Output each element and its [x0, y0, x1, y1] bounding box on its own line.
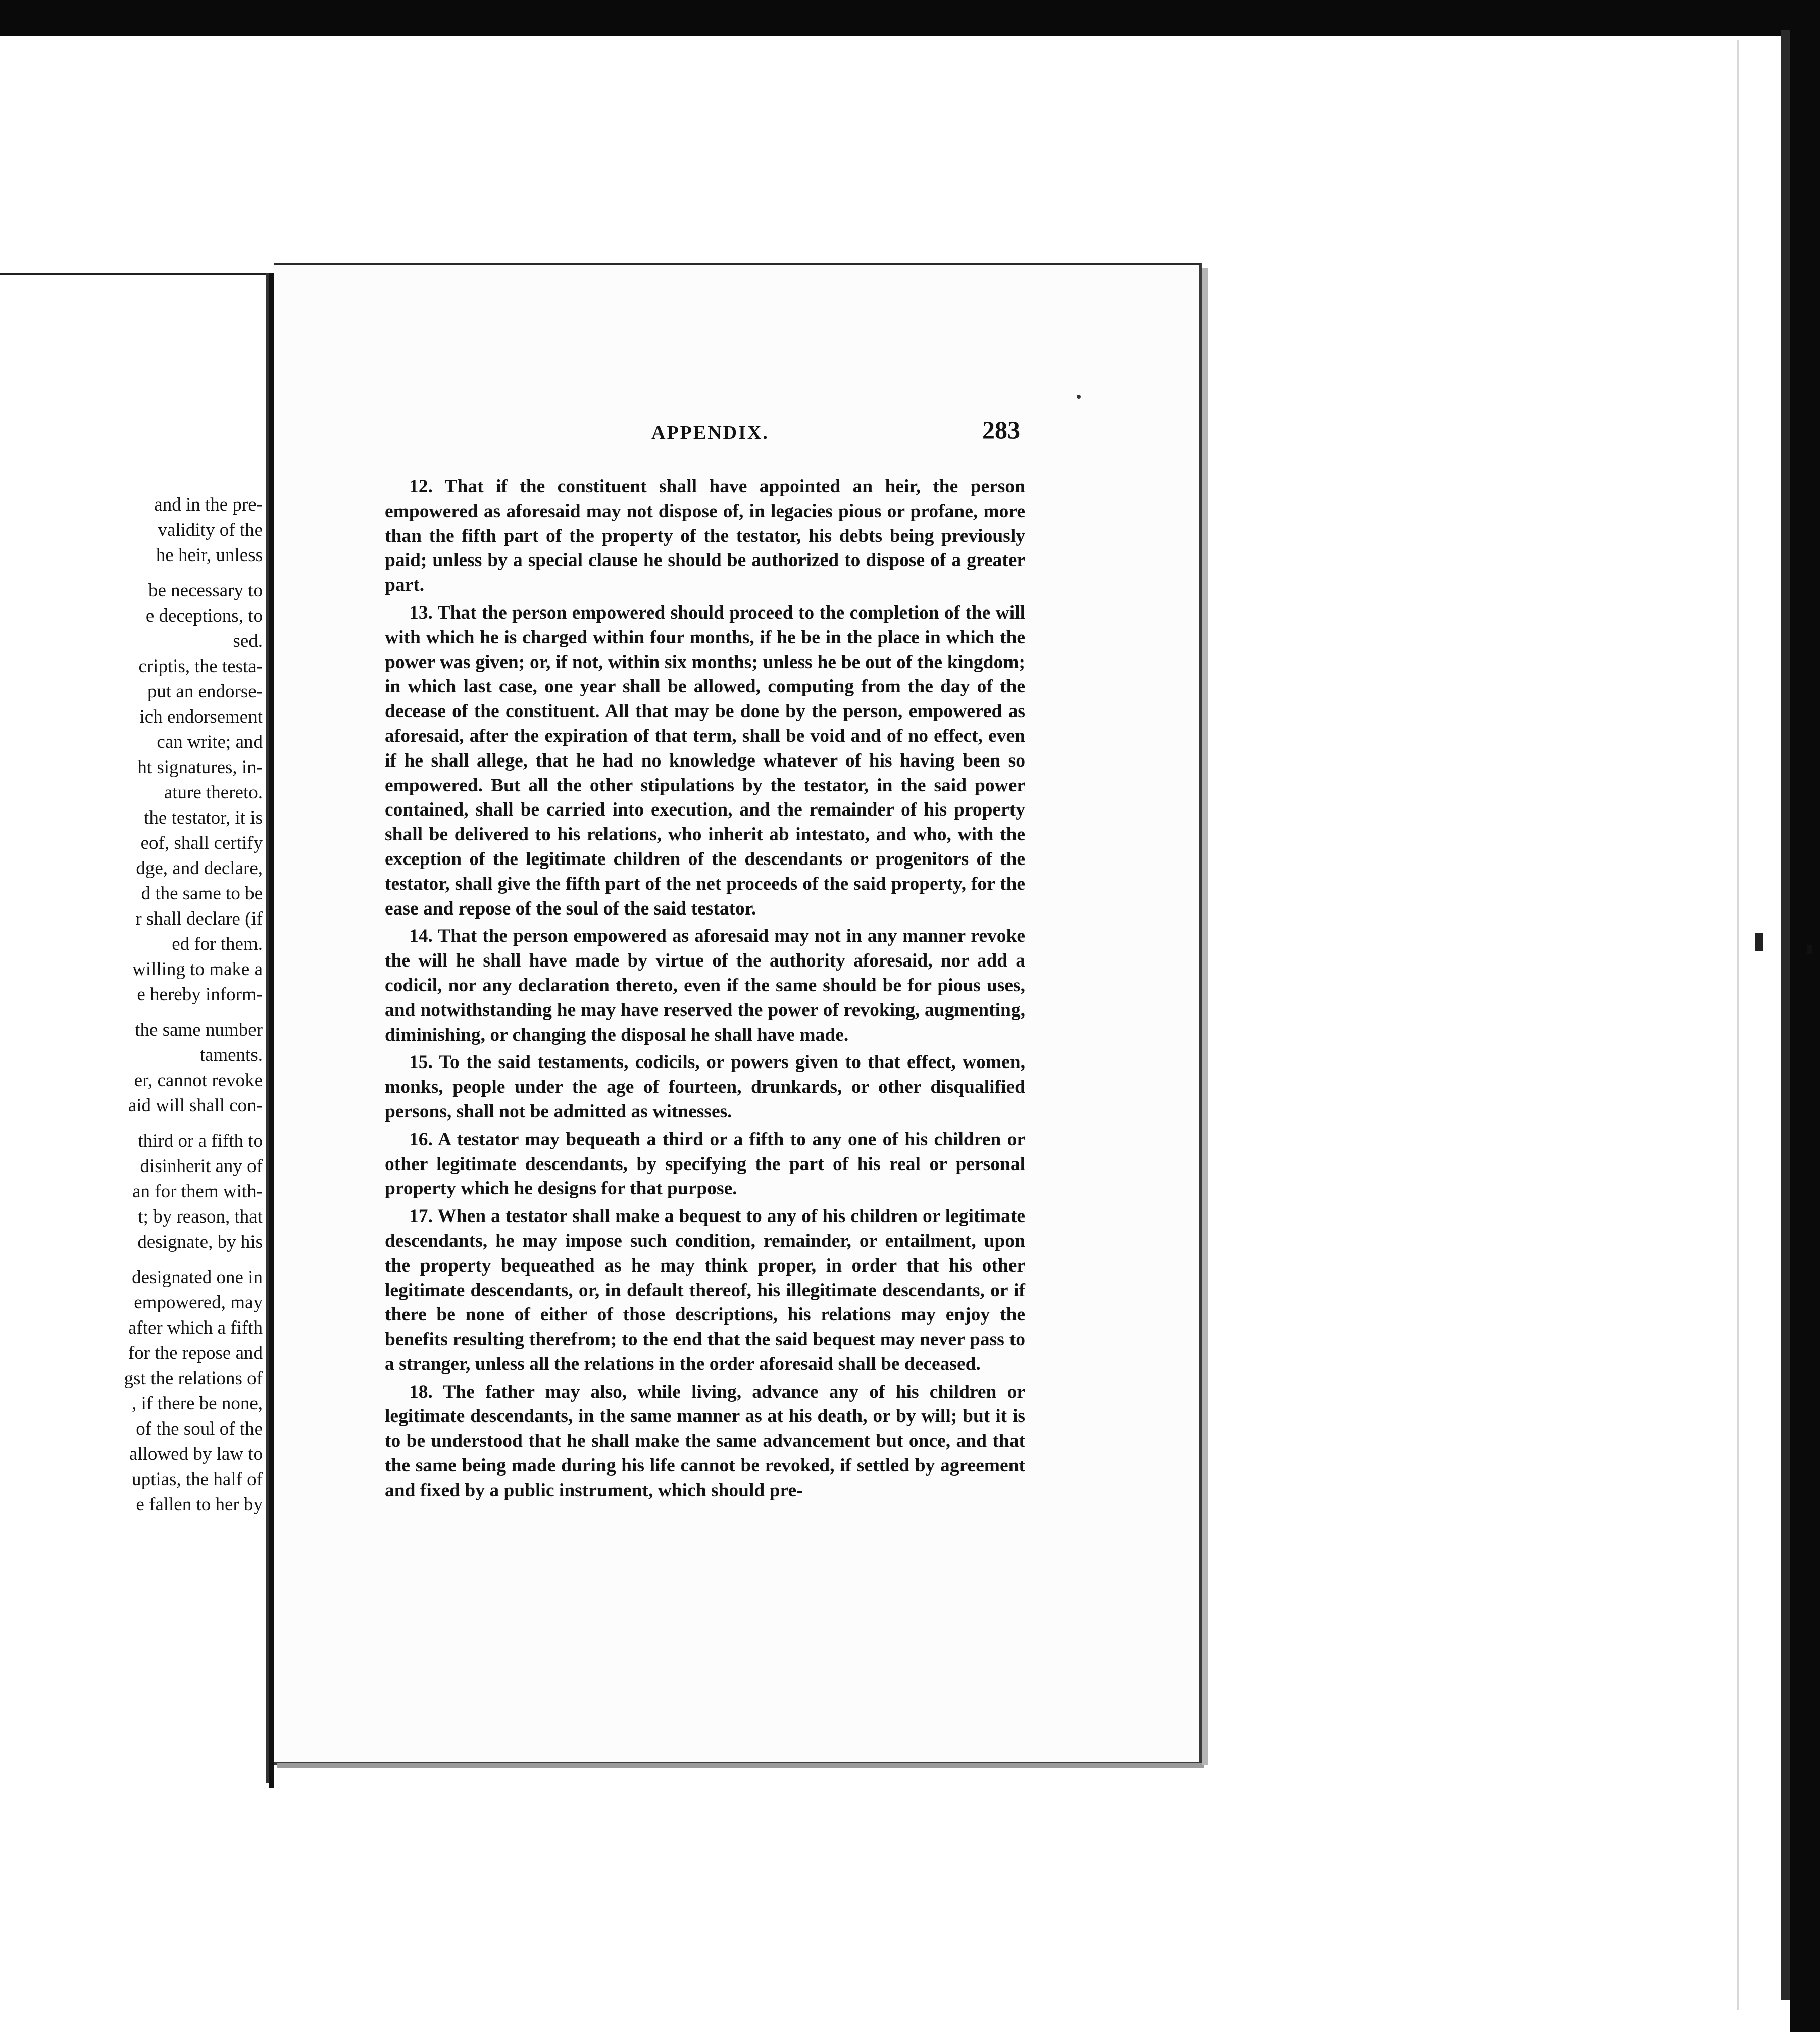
previous-page-line: t; by reason, that [138, 1206, 263, 1227]
previous-page-gap [0, 1119, 266, 1129]
previous-page-line: criptis, the testa- [138, 656, 263, 677]
scan-border-top-step [0, 30, 1820, 36]
previous-page-line: d the same to be [141, 883, 263, 904]
previous-page-line: er, cannot revoke [134, 1070, 263, 1091]
previous-page-line: r shall declare (if [135, 908, 263, 929]
paragraph-14: 14. That the person empowered as aforesaid may not in any manner revoke the will he shall have made by virtue of the authority aforesaid, nor add a codicil, nor any declaration thereto, even if the same should be for pious uses, and notwithstanding he may have reserved the power of revoking, augmenting, diminishing, or changing the disposal he shall have made. [385, 926, 1025, 1045]
page-number: 283 [982, 416, 1020, 444]
paragraph-13: 13. That the person empowered should proceed to the completion of the will with which he is charged within four months, if he be in the place in which the power was given; or, if not, within six months; unless he be out of the kingdom; in which last case, one year shall be allowed, computing from the day of the decease of the constituent. All that may be done by the person, empowered as aforesaid, after the expiration of that term, shall be void and of no effect, even if he shall allege, that he had no knowledge whatever of his having been so empowered. But all the other stipulations by the testator, in the said power contained, shall be carried into execution, and the remainder of his property shall be delivered to his relations, who inherit ab intestato, and who, with the exception of the legitimate children of the descendants or progenitors of the testator, shall give the fifth part of the net proceeds of the said property, for the ease and repose of the soul of the said testator. [385, 602, 1025, 919]
previous-page-line: for the repose and [128, 1343, 263, 1363]
scan-border-right-inner [1781, 30, 1790, 2000]
previous-page-line: put an endorse- [147, 681, 263, 702]
previous-page-line: disinherit any of [140, 1156, 263, 1177]
page-shadow-bottom [277, 1763, 1204, 1768]
previous-page-line: third or a fifth to [138, 1131, 263, 1151]
previous-page-line: ed for them. [172, 934, 263, 954]
previous-page-line: validity of the [158, 520, 263, 540]
previous-page-line: aid will shall con- [128, 1095, 263, 1116]
previous-page-line: of the soul of the [136, 1418, 263, 1439]
previous-page-line: dge, and declare, [136, 858, 263, 879]
dust-speck [1755, 933, 1763, 951]
paragraph-17: 17. When a testator shall make a bequest to any of his children or legitimate descendants, he may impose such condition, remainder, or entailment, upon the property bequeathed as he may think proper, in order that his other legitimate descendants, or, in default thereof, his illegitimate descendants, or if there be none of either of those descriptions, his relations may enjoy the benefits resulting therefrom; to the end that the said bequest may never pass to a stranger, unless all the relations in the order aforesaid shall be deceased. [385, 1206, 1025, 1375]
previous-page-line: the testator, it is [144, 807, 263, 828]
previous-page-line: ich endorsement [139, 706, 263, 727]
previous-page-line: designate, by his [137, 1232, 263, 1252]
previous-page-line: be necessary to [148, 580, 263, 601]
dust-speck [1807, 945, 1812, 954]
scan-border-top [0, 0, 1820, 30]
previous-page-line: the same number [135, 1020, 263, 1040]
running-head: APPENDIX. [651, 422, 769, 443]
page-body [385, 475, 1025, 1506]
previous-page-line: e fallen to her by [136, 1494, 263, 1515]
dust-speck [1077, 395, 1081, 399]
previous-page-gap [0, 1007, 266, 1018]
page-shadow-right [1202, 268, 1208, 1765]
previous-page-lines [0, 492, 266, 1517]
previous-page-line: allowed by law to [129, 1444, 263, 1464]
previous-page-line: and in the pre- [154, 494, 263, 515]
previous-page-line: empowered, may [134, 1292, 263, 1313]
previous-page-line: , if there be none, [132, 1393, 263, 1414]
previous-page-line: sed. [233, 631, 263, 651]
paragraph-18: 18. The father may also, while living, advance any of his children or legitimate descendants, in the same manner as at his death, or by will; but it is to be understood that he shall make the same advancement but once, and that the same being made during his life cannot be revoked, if settled by agreement and fixed by a public instrument, which should pre- [385, 1381, 1025, 1501]
book-gutter [269, 273, 274, 1788]
previous-page-line: e hereby inform- [137, 984, 263, 1005]
paragraph-12: 12. That if the constituent shall have appointed an heir, the person empowered as aforesaid may not dispose of, in legacies pious or profane, more than the fifth part of the property of the testator, his debts being previously paid; unless by a special clause he should be authorized to dispose of a greater part. [385, 476, 1025, 596]
paragraph-16: 16. A testator may bequeath a third or a fifth to any one of his children or other legitimate descendants, by specifying the part of his real or personal property which he designs for that purpose. [385, 1129, 1025, 1199]
previous-page-line: ht signatures, in- [137, 757, 263, 778]
scan-edge-line [1737, 40, 1739, 2010]
previous-page-fragment [0, 273, 266, 1785]
previous-page-gap [0, 568, 266, 578]
previous-page-line: an for them with- [132, 1181, 263, 1202]
previous-page-line: gst the relations of [124, 1368, 263, 1389]
scan-border-right [1790, 0, 1820, 2032]
previous-page-line: eof, shall certify [140, 833, 263, 853]
previous-page-line: uptias, the half of [132, 1469, 263, 1490]
previous-page-line: after which a fifth [128, 1317, 263, 1338]
previous-page-line: designated one in [132, 1267, 263, 1288]
previous-page-line: willing to make a [132, 959, 263, 980]
previous-page-line: ature thereto. [164, 782, 263, 803]
previous-page-line: he heir, unless [156, 545, 263, 566]
paragraph-15: 15. To the said testaments, codicils, or powers given to that effect, women, monks, people under the age of fourteen, drunkards, or other disqualified persons, shall not be admitted as witnesses. [385, 1052, 1025, 1122]
previous-page-line: e deceptions, to [145, 605, 263, 626]
previous-page-gap [0, 1255, 266, 1265]
previous-page-line: can write; and [157, 732, 263, 752]
previous-page-line: taments. [199, 1045, 263, 1065]
